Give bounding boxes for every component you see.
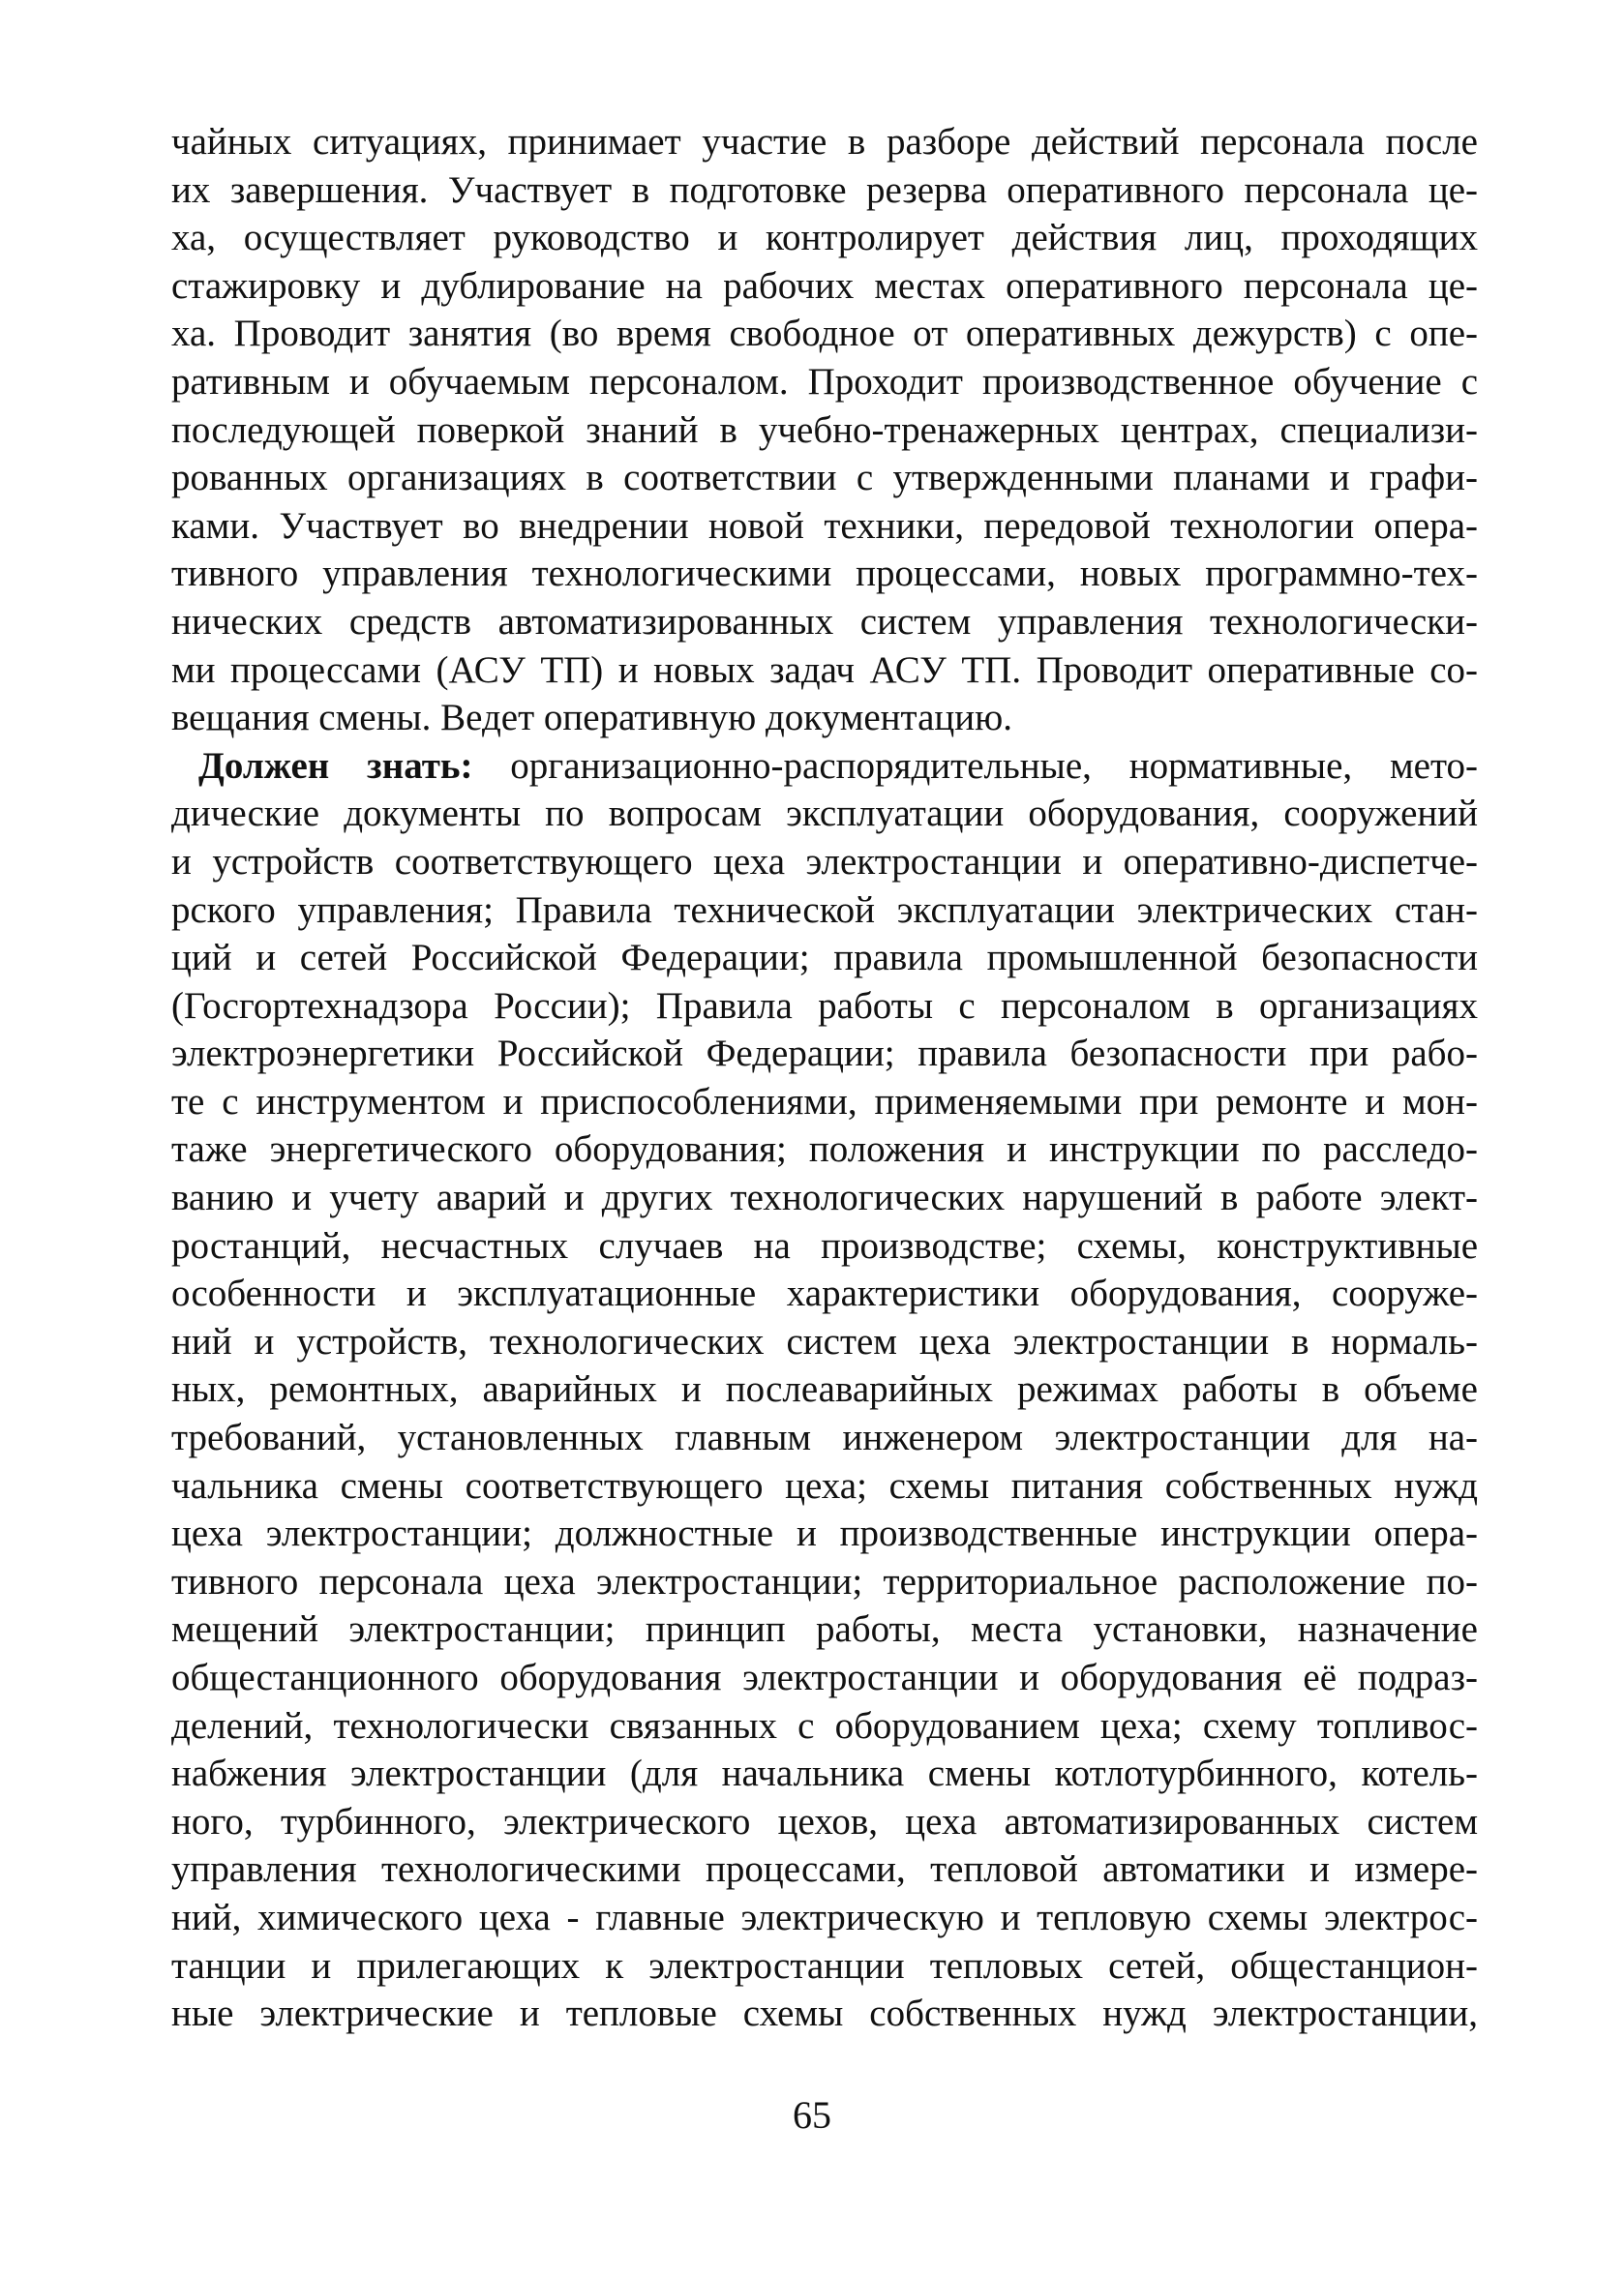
text-line: ванию и учету аварий и других технологических нарушений в работе элект- — [171, 1177, 1478, 1219]
text-line: и устройств соответствующего цеха электростанции и оперативно-диспетче- — [171, 840, 1478, 883]
text-line: ний и устройств, технологических систем цеха электростанции в нормаль- — [171, 1320, 1478, 1363]
text-line: тивного персонала цеха электростанции; территориальное расположение по- — [171, 1560, 1478, 1603]
text-line: рского управления; Правила технической эксплуатации электрических стан- — [171, 888, 1478, 931]
text-line: чайных ситуациях, принимает участие в разборе действий персонала после — [171, 121, 1478, 163]
paragraph-2 — [171, 742, 1478, 2038]
text-line: вещания смены. Ведет оперативную документацию. — [171, 697, 1013, 739]
text-line: ного, турбинного, электрического цехов, цеха автоматизированных систем — [171, 1800, 1478, 1843]
paragraph-heading: Должен знать: — [198, 744, 473, 787]
text-line: последующей поверкой знаний в учебно-тренажерных центрах, специализи- — [171, 408, 1478, 451]
text-line: стажировку и дублирование на рабочих местах оперативного персонала це- — [171, 264, 1478, 307]
text-line: те с инструментом и приспособлениями, применяемыми при ремонте и мон- — [171, 1080, 1478, 1123]
text-line: ми процессами (АСУ ТП) и новых задач АСУ ТП. Проводит оперативные со- — [171, 648, 1478, 691]
text-line: нических средств автоматизированных систем управления технологически- — [171, 600, 1478, 643]
text-line: управления технологическими процессами, тепловой автоматики и измере- — [171, 1848, 1478, 1891]
text-line: ций и сетей Российской Федерации; правила промышленной безопасности — [171, 937, 1478, 979]
text-line: (Госгортехнадзора России); Правила работы с персоналом в организациях — [171, 984, 1478, 1027]
paragraph-2-first-line — [171, 742, 1478, 791]
text-line: цеха электростанции; должностные и производственные инструкции опера- — [171, 1513, 1478, 1555]
text-line: ний, химического цеха - главные электрическую и тепловую схемы электрос- — [171, 1896, 1478, 1938]
text-line: мещений электростанции; принцип работы, места установки, назначение — [171, 1608, 1478, 1651]
text-line: делений, технологически связанных с оборудованием цеха; схему топливос- — [171, 1704, 1478, 1747]
text-line: ха, осуществляет руководство и контролирует действия лиц, проходящих — [171, 217, 1478, 259]
text-line: электроэнергетики Российской Федерации; правила безопасности при рабо- — [171, 1033, 1478, 1075]
text-line: ха. Проводит занятия (во время свободное от оперативных дежурств) с опе- — [171, 313, 1478, 355]
text-line: ративным и обучаемым персоналом. Проходит производственное обучение с — [171, 360, 1478, 403]
text-line: таже энергетического оборудования; положения и инструкции по расследо- — [171, 1128, 1478, 1171]
text-line: дические документы по вопросам эксплуатации оборудования, сооружений — [171, 793, 1478, 835]
text-line: общестанционного оборудования электростанции и оборудования её подраз- — [171, 1657, 1478, 1698]
text-line: ростанций, несчастных случаев на производстве; схемы, конструктивные — [171, 1224, 1478, 1267]
text-line: требований, установленных главным инженером электростанции для на- — [171, 1417, 1478, 1459]
paragraph-1 — [171, 118, 1478, 742]
document-body — [171, 118, 1478, 2038]
page-number: 65 — [793, 2093, 831, 2137]
text-line: их завершения. Участвует в подготовке резерва оперативного персонала це- — [171, 168, 1478, 211]
text-line: чальника смены соответствующего цеха; схемы питания собственных нужд — [171, 1464, 1478, 1507]
text-line: тивного управления технологическими процессами, новых программно-тех- — [171, 553, 1478, 595]
text-line: танции и прилегающих к электростанции тепловых сетей, общестанцион- — [171, 1944, 1478, 1987]
text-line: набжения электростанции (для начальника смены котлотурбинного, котель- — [171, 1753, 1478, 1795]
text-line: рованных организациях в соответствии с утвержденными планами и графи- — [171, 457, 1478, 499]
text-line: ные электрические и тепловые схемы собственных нужд электростанции, — [171, 1993, 1478, 2035]
text-line: особенности и эксплуатационные характеристики оборудования, сооруже- — [171, 1273, 1478, 1315]
text-line: ками. Участвует во внедрении новой техники, передовой технологии опера- — [171, 504, 1478, 547]
text-line: ных, ремонтных, аварийных и послеаварийных режимах работы в объеме — [171, 1368, 1478, 1411]
text-fragment: организационно-распорядительные, нормативные, мето- — [472, 744, 1478, 787]
